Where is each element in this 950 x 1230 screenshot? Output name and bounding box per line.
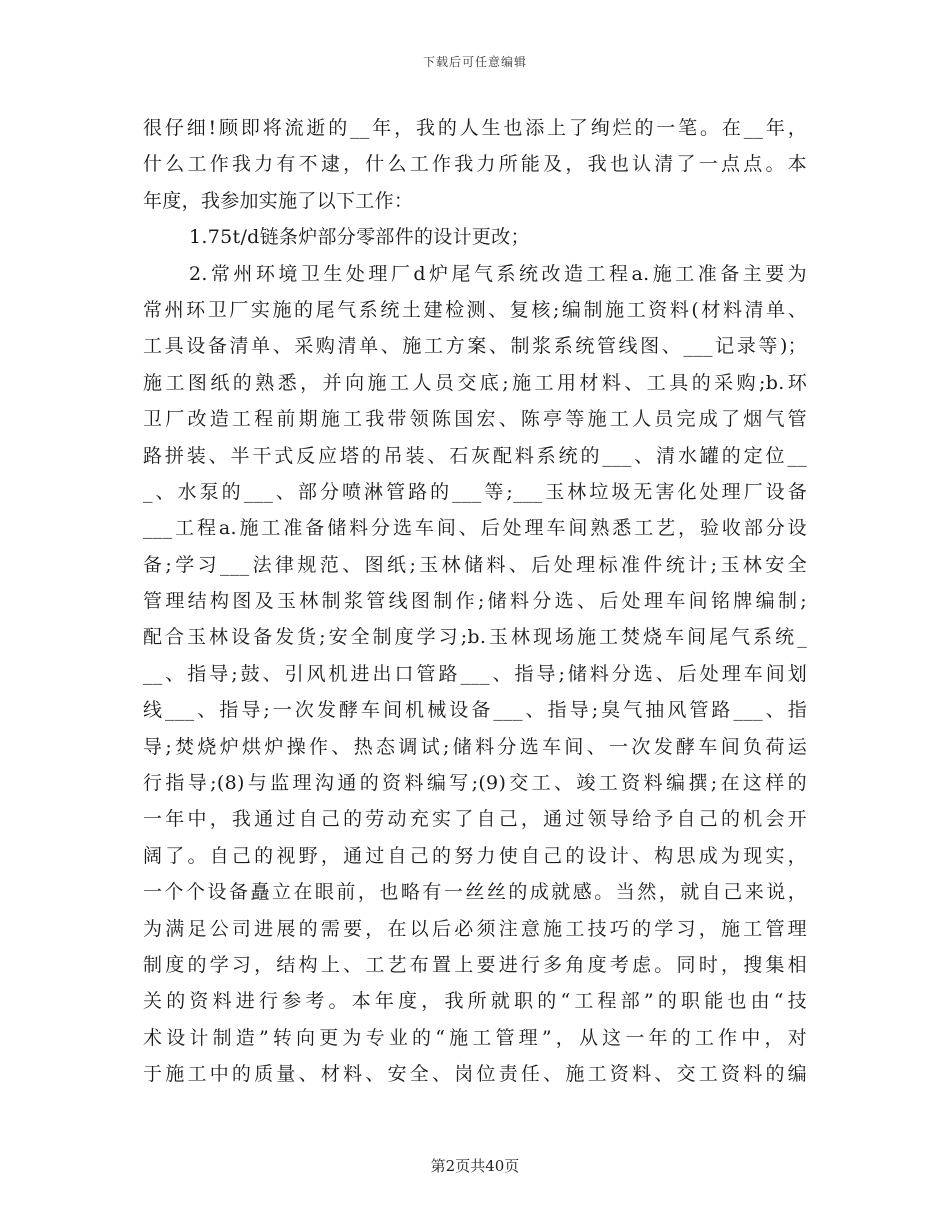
body-line: 一个个设备矗立在眼前，也略有一丝丝的成就感。当然，就自己来说，	[143, 881, 807, 904]
body-line: 什么工作我力有不逮，什么工作我力所能及，我也认清了一点点。本	[143, 153, 807, 176]
body-line: 阔了。自己的视野，通过自己的努力使自己的设计、构思成为现实，	[143, 844, 807, 867]
body-line: 常州环卫厂实施的尾气系统土建检测、复核;编制施工资料(材料清单、	[143, 298, 807, 321]
body-line: 配合玉林设备发货;安全制度学习;b.玉林现场施工焚烧车间尾气系统_	[143, 626, 807, 649]
body-line: 年度，我参加实施了以下工作：	[143, 189, 414, 212]
body-line: _、水泵的___、部分喷淋管路的___等;___玉林垃圾无害化处理厂设备	[143, 480, 807, 503]
body-line: __、指导;鼓、引风机进出口管路___、指导;储料分选、后处理车间划	[143, 662, 807, 685]
body-line: 制度的学习，结构上、工艺布置上要进行多角度考虑。同时，搜集相	[143, 953, 807, 976]
body-line: 于施工中的质量、材料、安全、岗位责任、施工资料、交工资料的编	[143, 1063, 807, 1086]
body-line: 行指导;(8)与监理沟通的资料编写;(9)交工、竣工资料编撰;在这样的	[143, 772, 807, 795]
body-line: 一年中，我通过自己的劳动充实了自己，通过领导给予自己的机会开	[143, 808, 807, 831]
list-item-2: 2.常州环境卫生处理厂d炉尾气系统改造工程a.施工准备主要为	[189, 262, 807, 285]
body-line: ___工程a.施工准备储料分选车间、后处理车间熟悉工艺，验收部分设	[143, 517, 807, 540]
list-item-1: 1.75t/d链条炉部分零部件的设计更改；	[189, 226, 530, 249]
body-line: 管理结构图及玉林制浆管线图制作;储料分选、后处理车间铭牌编制;	[143, 590, 807, 613]
body-line: 备;学习___法律规范、图纸;玉林储料、后处理标准件统计;玉林安全	[143, 553, 807, 576]
page-number: 第2页共40页	[430, 1157, 520, 1175]
body-line: 导;焚烧炉烘炉操作、热态调试;储料分选车间、一次发酵车间负荷运	[143, 735, 807, 758]
body-line: 术设计制造”转向更为专业的“施工管理”，从这一年的工作中，对	[143, 1026, 807, 1049]
body-line: 卫厂改造工程前期施工我带领陈国宏、陈亭等施工人员完成了烟气管	[143, 408, 807, 431]
body-line: 路拼装、半干式反应塔的吊装、石灰配料系统的___、清水罐的定位__	[143, 444, 807, 467]
body-line: 关的资料进行参考。本年度，我所就职的“工程部”的职能也由“技	[143, 990, 807, 1013]
body-line: 施工图纸的熟悉，并向施工人员交底;施工用材料、工具的采购;b.环	[143, 371, 807, 394]
page-header: 下载后可任意编辑	[422, 55, 527, 69]
body-line: 工具设备清单、采购清单、施工方案、制浆系统管线图、___记录等)；	[143, 335, 807, 358]
body-line: 很仔细!顾即将流逝的__年，我的人生也添上了绚烂的一笔。在__年，	[143, 117, 807, 139]
body-line: 为满足公司进展的需要，在以后必须注意施工技巧的学习，施工管理	[143, 917, 807, 940]
body-line: 线___、指导;一次发酵车间机械设备___、指导;臭气抽风管路___、指	[143, 699, 807, 722]
document-body	[143, 110, 807, 1093]
